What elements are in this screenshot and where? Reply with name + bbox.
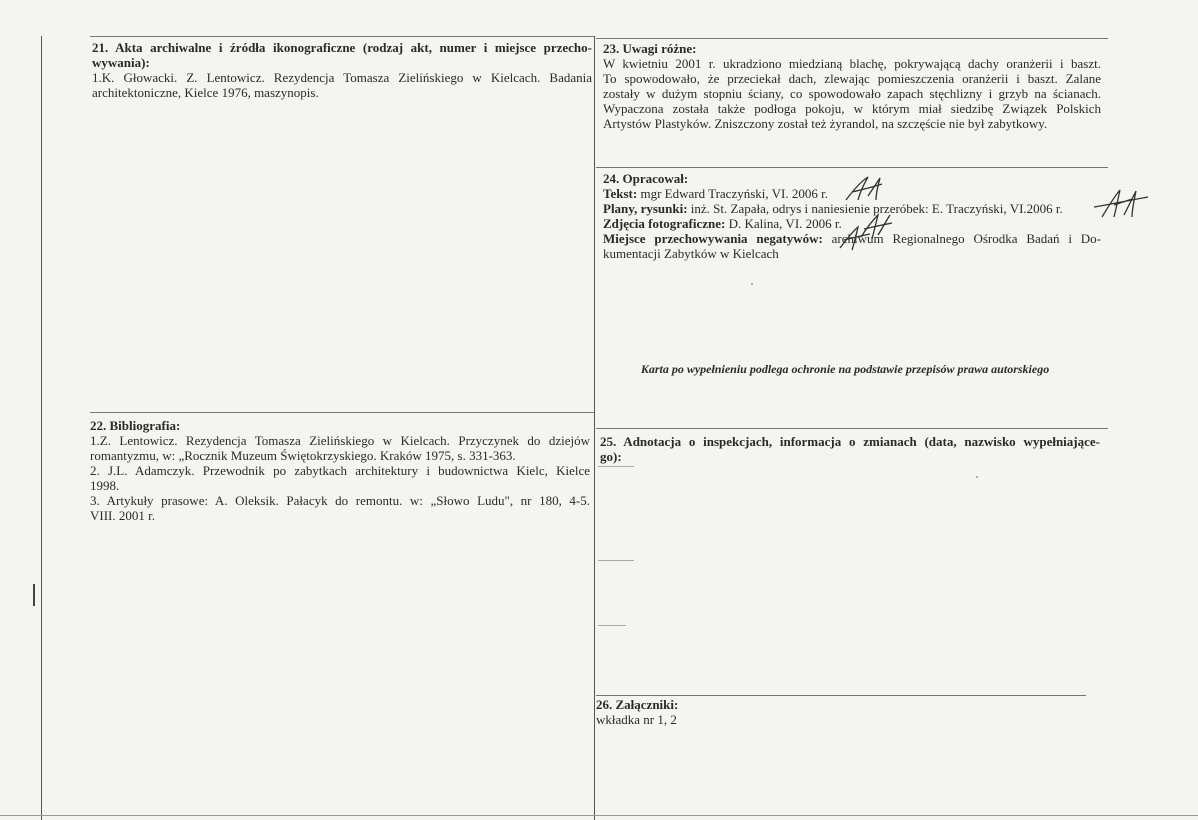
rule-right-24: [596, 167, 1108, 168]
signature-negatives: [836, 224, 874, 252]
section-25-title-cont: go):: [600, 449, 622, 464]
attachments-value: wkładka nr 1, 2: [596, 712, 677, 727]
section-22-title: 22. Bibliografia:: [90, 418, 181, 433]
scan-dot: [976, 476, 978, 478]
section-21-title: 21. Akta archiwalne i źródła ikonograficzne (rodzaj akt, numer i miejsce przecho-: [92, 40, 592, 55]
faint-rule-25a: [598, 466, 634, 467]
section-25-inspection-notes: [600, 434, 1100, 464]
faint-rule-25b: [598, 560, 634, 561]
copyright-note: Karta po wypełnieniu podlega ochronie na podstawie przepisów prawa autorskiego: [640, 362, 1050, 376]
section-24-title: 24. Opracował:: [603, 171, 689, 186]
remarks-line: zostały w dużym stopniu ściany, co spowodowało zapach stęchlizny i grzyb na ścianach.: [603, 86, 1101, 101]
bibliography-entry: VIII. 2001 r.: [90, 508, 155, 523]
signature-text-author: [842, 174, 888, 204]
section-26-title: 26. Załączniki:: [596, 697, 679, 712]
bibliography-entry: 3. Artykuły prasowe: A. Oleksik. Pałacyk do remontu. w: „Słowo Ludu", nr 180, 4-5.: [90, 493, 590, 508]
rule-left-22: [90, 412, 594, 413]
text-author-label: Tekst:: [603, 186, 638, 201]
scan-mark-bottom: [0, 815, 1198, 816]
section-25-title: 25. Adnotacja o inspekcjach, informacja o zmianach (data, nazwisko wypełniające-: [600, 434, 1100, 449]
negatives-storage-label: Miejsce przechowywania negatywów:: [603, 231, 823, 246]
bibliography-entry: 2. J.L. Adamczyk. Przewodnik po zabytkach architektury i budownictwa Kielc, Kielce: [90, 463, 590, 478]
photos-author-label: Zdjęcia fotograficzne:: [603, 216, 726, 231]
section-26-attachments: [596, 697, 1086, 727]
bibliography-entry: romantyzmu, w: „Rocznik Muzeum Świętokrzyskiego. Kraków 1975, s. 331-363.: [90, 448, 516, 463]
bibliography-entry: 1.Z. Lentowicz. Rezydencja Tomasza Zielińskiego w Kielcach. Przyczynek do dziejów: [90, 433, 590, 448]
photos-author-value: D. Kalina, VI. 2006 r.: [728, 216, 842, 231]
section-22-bibliography: [90, 418, 590, 523]
top-rule-left: [90, 36, 594, 37]
bibliography-entry: 1998.: [90, 478, 120, 493]
rule-right-26: [596, 695, 1086, 696]
negatives-storage-value-cont: kumentacji Zabytków w Kielcach: [603, 246, 779, 261]
section-23-remarks: [603, 41, 1101, 131]
plans-author-label: Plany, rysunki:: [603, 201, 688, 216]
remarks-line: Wypaczona została także podłoga pokoju, w którym miał siedzibę Związek Polskich: [603, 101, 1101, 116]
plans-author-value: inż. St. Zapała, odrys i naniesienie przeróbek: E. Traczyński, VI.2006 r.: [690, 201, 1063, 216]
text-author-value: mgr Edward Traczyński, VI. 2006 r.: [640, 186, 828, 201]
section-21-entry: architektoniczne, Kielce 1976, maszynopis.: [92, 85, 319, 100]
section-21-entry: 1.K. Głowacki. Z. Lentowicz. Rezydencja Tomasza Zielińskiego w Kielcach. Badania: [92, 70, 592, 85]
section-21-title-cont: wywania):: [92, 55, 150, 70]
section-23-title: 23. Uwagi różne:: [603, 41, 697, 56]
remarks-line: To spowodowało, że przeciekał dach, zlewając pomieszczenia oranżerii i baszt. Zalane: [603, 71, 1101, 86]
scan-dot: [751, 283, 753, 285]
left-border: [41, 36, 42, 820]
section-21-archival-records: [92, 40, 592, 100]
center-divider: [594, 36, 595, 820]
remarks-line: Artystów Plastyków. Zniszczony został też żyrandol, na szczęście nie był zabytkowy.: [603, 116, 1048, 131]
remarks-line: W kwietniu 2001 r. ukradziono miedzianą blachę, pokrywającą dachy oranżerii i baszt.: [603, 56, 1101, 71]
faint-rule-25c: [598, 625, 626, 626]
negatives-storage-value: archiwum Regionalnego Ośrodka Badań i Do-: [831, 231, 1101, 246]
signature-plans-author: [1092, 187, 1150, 221]
rule-right-25: [596, 428, 1108, 429]
scan-mark-left: [33, 584, 35, 606]
top-rule-right: [596, 38, 1108, 39]
